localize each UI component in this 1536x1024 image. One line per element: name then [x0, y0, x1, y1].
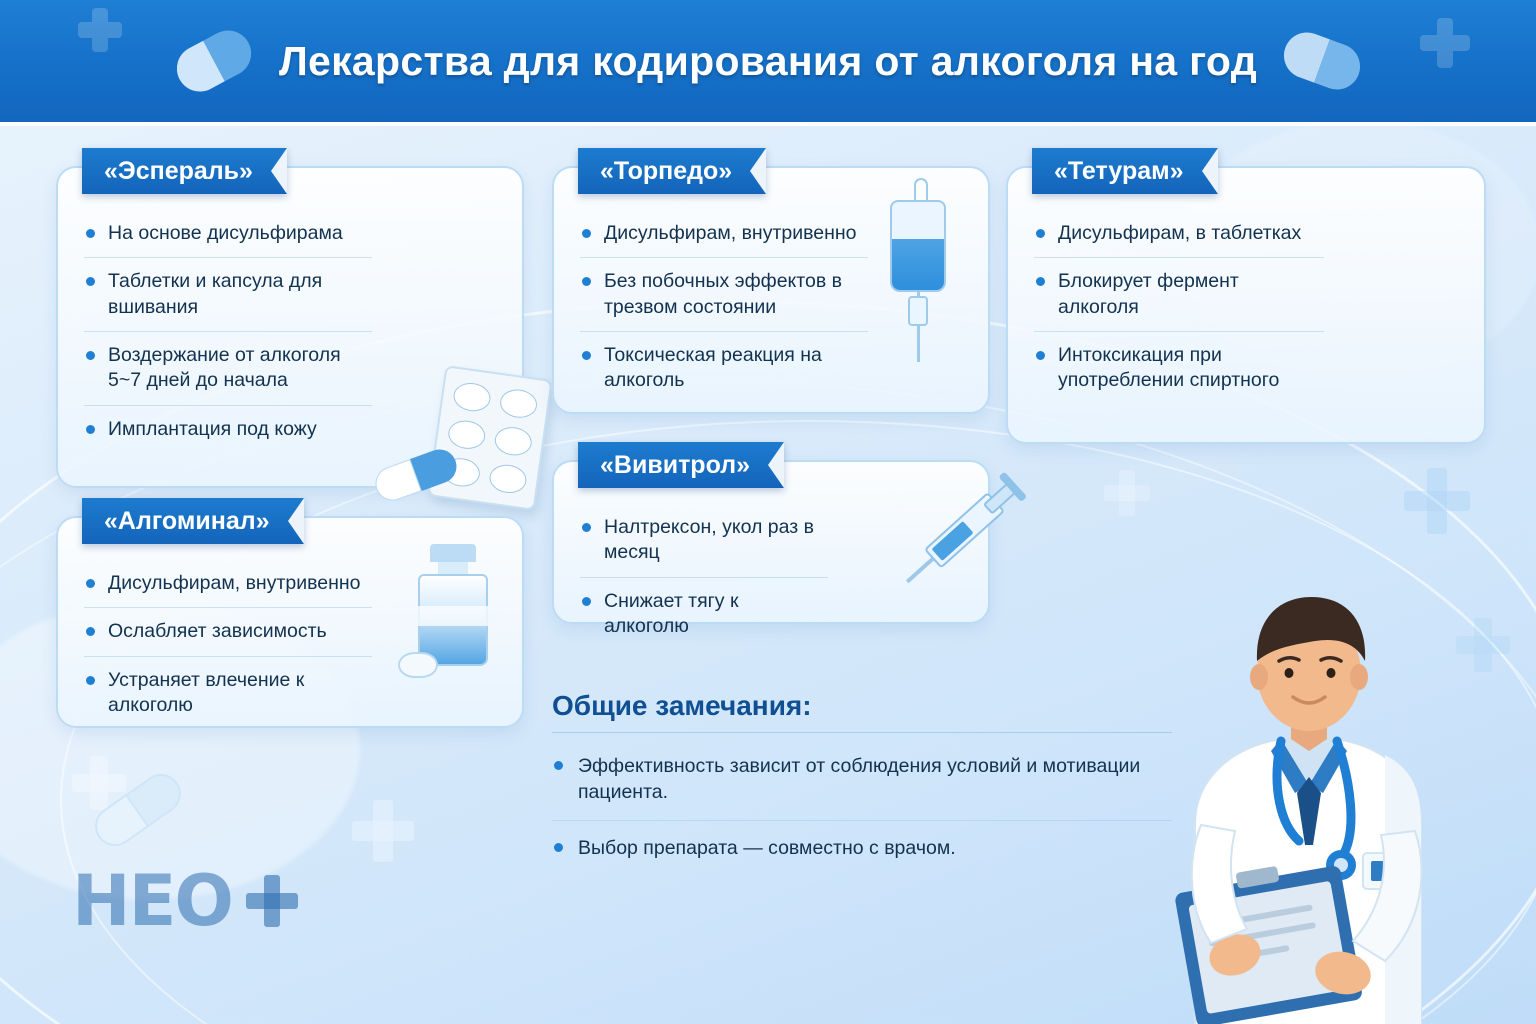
list-item-text: Дисульфирам, внутривенно [108, 572, 361, 594]
cross-icon [1104, 470, 1150, 516]
card-title-teturam: «Тетурам» [1032, 148, 1218, 194]
list-item [580, 504, 828, 578]
card-list-algominal [84, 560, 372, 729]
list-item-text: Налтрексон, укол раз в месяц [604, 516, 814, 564]
page-title: Лекарства для кодирования от алкоголя на год [278, 37, 1258, 84]
list-item-text: Выбор препарата — совместно с врачом. [578, 836, 956, 859]
cross-icon [1420, 18, 1470, 68]
card-title-torpedo: «Торпедо» [578, 148, 766, 194]
list-item-text: Имплантация под кожу [108, 417, 317, 440]
list-item [84, 608, 372, 656]
notes-list [552, 739, 1172, 875]
list-item [84, 210, 372, 258]
card-teturam [1006, 156, 1486, 444]
general-notes [552, 690, 1172, 875]
list-item [580, 258, 868, 332]
list-item [84, 258, 372, 332]
page-header [0, 0, 1536, 126]
list-item [1034, 332, 1324, 405]
list-item [1034, 258, 1324, 332]
list-item-text: Блокирует фермент алкоголя [1058, 270, 1239, 318]
vial-icon [394, 540, 534, 690]
list-item [84, 560, 372, 608]
logo-text: НЕО [72, 860, 232, 942]
pill-icon [169, 22, 259, 99]
list-item-text: Снижает тягу к алкоголю [604, 589, 739, 638]
list-item-text: Дисульфирам, внутривенно [604, 222, 857, 244]
card-list-torpedo [580, 210, 868, 405]
card-title-vivitrol: «Вивитрол» [578, 442, 784, 488]
syringe-icon [900, 470, 1050, 620]
cross-icon [352, 800, 414, 862]
list-item [84, 657, 372, 730]
list-item-text: Эффективность зависит от соблюдения условий и мотивации пациента. [578, 755, 1141, 804]
iv-drip-icon [862, 190, 992, 380]
list-item-text: Ослабляет зависимость [108, 620, 327, 643]
list-item-text: Таблетки и капсула для вшивания [108, 270, 323, 318]
list-item-text: Дисульфирам, в таблетках [1058, 222, 1302, 244]
plus-icon [246, 875, 298, 927]
card-list-esperal [84, 210, 372, 453]
list-item [580, 210, 868, 258]
card-list-vivitrol [580, 504, 828, 650]
card-esperal [56, 156, 524, 488]
divider [552, 732, 1172, 733]
list-item-text: Без побочных эффектов в трезвом состоянии [604, 270, 842, 318]
card-title-algominal: «Алгоминал» [82, 498, 304, 544]
pill-icon [1278, 26, 1367, 96]
list-item-text: На основе дисульфирама [108, 222, 343, 244]
list-item [1034, 210, 1324, 258]
list-item [580, 332, 868, 405]
capsule-icon [374, 458, 464, 504]
list-item-text: Интоксикация при употреблении спиртного [1058, 344, 1280, 392]
logo [72, 860, 298, 942]
card-list-teturam [1034, 210, 1324, 405]
list-item-text: Воздержание от алкоголя 5~7 дней до начала [108, 344, 341, 392]
list-item [552, 739, 1172, 821]
cross-icon [78, 8, 122, 52]
list-item [552, 821, 1172, 875]
list-item [84, 406, 372, 453]
list-item [84, 332, 372, 406]
list-item [580, 578, 828, 651]
card-title-esperal: «Эспераль» [82, 148, 287, 194]
doctor-with-clipboard-illustration [1085, 525, 1505, 1024]
list-item-text: Устраняет влечение к алкоголю [108, 668, 305, 717]
notes-title: Общие замечания: [552, 690, 812, 721]
list-item-text: Токсическая реакция на алкоголь [604, 344, 822, 392]
pill-icon [90, 790, 200, 860]
